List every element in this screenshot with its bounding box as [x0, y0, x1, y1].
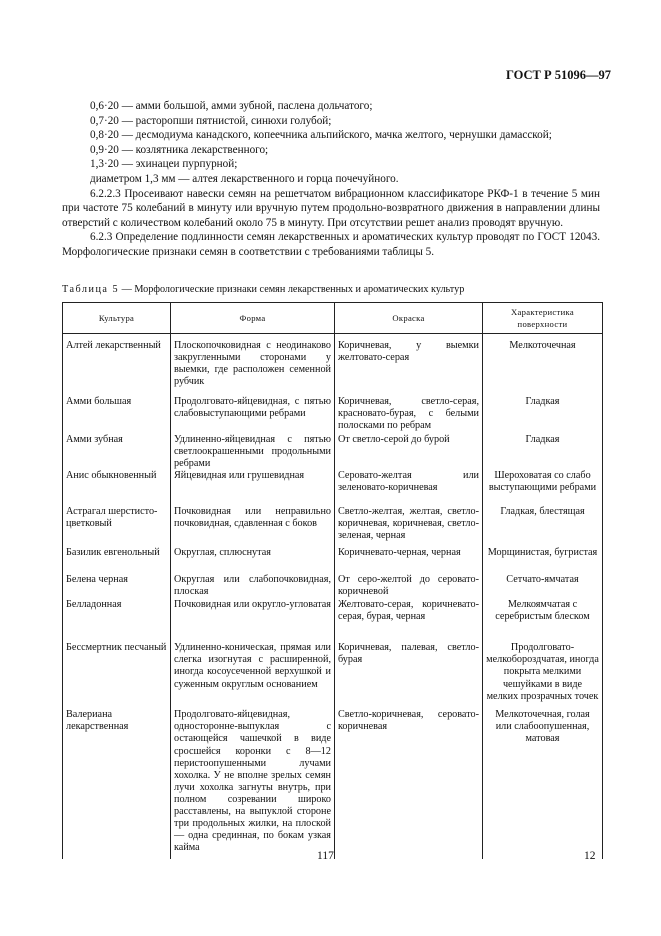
cell-shape: Продолговато-яйцевидная, односторонне-выпуклая с остающейся чашечкой в виде сросшейся коронки с 8—12 перистоопушенными лучами хохолка. У не вполне зрелых семян лучи хохолка загнуты внутрь, при полном созревании широко расставлены, на выпуклой стороне три продольных жилки, на плоской — одна срединная, по бокам узкая кайма: [171, 709, 335, 859]
cell-surface: Морщинистая, бугристая: [483, 547, 603, 574]
cell-surface: Мелкоточечная, голая или слабоопушенная, матовая: [483, 709, 603, 859]
cell-culture: Белладонная: [63, 599, 171, 642]
cell-color: Желтовато-серая, коричневато-серая, бурая, черная: [335, 599, 483, 642]
cell-shape: Округлая или слабопочковидная, плоская: [171, 574, 335, 599]
cell-culture: Бессмертник песчаный: [63, 642, 171, 709]
sieve-line-2: 0,7·20 — расторопши пятнистой, синюхи голубой;: [90, 114, 332, 127]
table-caption-text: — Морфологические признаки семян лекарственных и ароматических культур: [121, 284, 465, 295]
column-header-surface: Характеристика поверхности: [483, 303, 603, 334]
cell-culture: Алтей лекарственный: [63, 340, 171, 396]
cell-surface: Сетчато-ямчатая: [483, 574, 603, 599]
cell-color: От серо-желтой до серовато-коричневой: [335, 574, 483, 599]
sieve-line-4: 0,9·20 — козлятника лекарственного;: [90, 143, 269, 156]
cell-shape: Почковидная или неправильно почковидная, сдавленная с боков: [171, 506, 335, 547]
cell-color: Коричневая, светло-серая, красновато-бурая, с белыми полосками по ребрам: [335, 396, 483, 434]
cell-color: Коричневая, у выемки желтовато-серая: [335, 340, 483, 396]
table-row: [63, 340, 603, 396]
table-row: [63, 506, 603, 547]
cell-surface: Гладкая, блестящая: [483, 506, 603, 547]
cell-shape: Удлиненно-коническая, прямая или слегка изогнутая с расширенной, иногда косоусеченной верхушкой и суженным округлым основанием: [171, 642, 335, 709]
cell-surface: Шероховатая со слабо выступающими ребрами: [483, 470, 603, 506]
cell-color: Светло-коричневая, серовато-коричневая: [335, 709, 483, 859]
table-row: [63, 642, 603, 709]
cell-color: Коричневая, палевая, светло-бурая: [335, 642, 483, 709]
cell-culture: Астрагал шерстисто-цветковый: [63, 506, 171, 547]
cell-shape: Яйцевидная или грушевидная: [171, 470, 335, 506]
sheet-number: 12: [584, 850, 596, 862]
paragraph-6-2-2-3: 6.2.2.3 Просеивают навески семян на решетчатом вибрационном классификаторе РКФ-1 в течение 5 мин при частоте 75 колебаний в минуту или вручную путем продольно-возвратного движения в направлении длины отверстий с количеством колебаний около 75 в минуту. При отсутствии решет анализ проводят вручную.: [62, 187, 600, 229]
cell-culture: Анис обыкновенный: [63, 470, 171, 506]
cell-culture: Базилик евгенольный: [63, 547, 171, 574]
sieve-line-6: диаметром 1,3 мм — алтея лекарственного и горца почечуйного.: [90, 172, 399, 185]
table-header-row: [63, 303, 603, 334]
cell-color: Светло-желтая, желтая, светло-коричневая, коричневая, светло-зеленая, черная: [335, 506, 483, 547]
column-header-culture: Культура: [63, 303, 171, 334]
cell-shape: Округлая, сплюснутая: [171, 547, 335, 574]
cell-shape: Продолговато-яйцевидная, с пятью слабовыступающими ребрами: [171, 396, 335, 434]
seed-morphology-table: [62, 302, 603, 859]
cell-culture: Белена черная: [63, 574, 171, 599]
cell-shape: Почковидная или округло-угловатая: [171, 599, 335, 642]
cell-surface: Гладкая: [483, 396, 603, 434]
table-row: [63, 574, 603, 599]
sieve-line-1: 0,6·20 — амми большой, амми зубной, паслена дольчатого;: [90, 100, 373, 112]
cell-culture: Валериана лекарственная: [63, 709, 171, 859]
body-text: [62, 99, 600, 260]
page-number: 117: [317, 850, 334, 862]
column-header-color: Окраска: [335, 303, 483, 334]
table-caption-label: Таблица 5: [62, 284, 120, 295]
table-body: [63, 334, 603, 860]
cell-culture: Амми зубная: [63, 434, 171, 470]
table-row: [63, 396, 603, 434]
cell-culture: Амми большая: [63, 396, 171, 434]
table-caption: [62, 284, 602, 295]
table-row: [63, 434, 603, 470]
cell-color: От светло-серой до бурой: [335, 434, 483, 470]
document-code: ГОСТ Р 51096—97: [505, 68, 611, 82]
cell-surface: Мелкоточечная: [483, 340, 603, 396]
cell-color: Коричневато-черная, черная: [335, 547, 483, 574]
sieve-line-5: 1,3·20 — эхинацеи пурпурной;: [90, 158, 238, 171]
paragraph-6-2-3: 6.2.3 Определение подлинности семян лекарственных и ароматических культур проводят по ГОСТ 12043. Морфологические признаки семян в соответствии с требованиями таблицы 5.: [62, 231, 600, 258]
cell-surface: Мелкоямчатая с серебристым блеском: [483, 599, 603, 642]
cell-shape: Удлиненно-яйцевидная с пятью светлоокрашенными продольными ребрами: [171, 434, 335, 470]
table-row: [63, 470, 603, 506]
column-header-shape: Форма: [171, 303, 335, 334]
table-row: [63, 709, 603, 859]
cell-shape: Плоскопочковидная с неодинаково закругленными сторонами у выемки, где расположен семенной рубчик: [171, 340, 335, 396]
sieve-line-3: 0,8·20 — десмодиума канадского, копеечника альпийского, мачка желтого, чернушки дамасской;: [90, 129, 552, 142]
table-row: [63, 547, 603, 574]
cell-surface: Гладкая: [483, 434, 603, 470]
cell-surface: Продолговато-мелкобороздчатая, иногда покрыта мелкими чешуйками в виде мелких прозрачных точек: [483, 642, 603, 709]
table-row: [63, 599, 603, 642]
cell-color: Серовато-желтая или зеленовато-коричневая: [335, 470, 483, 506]
